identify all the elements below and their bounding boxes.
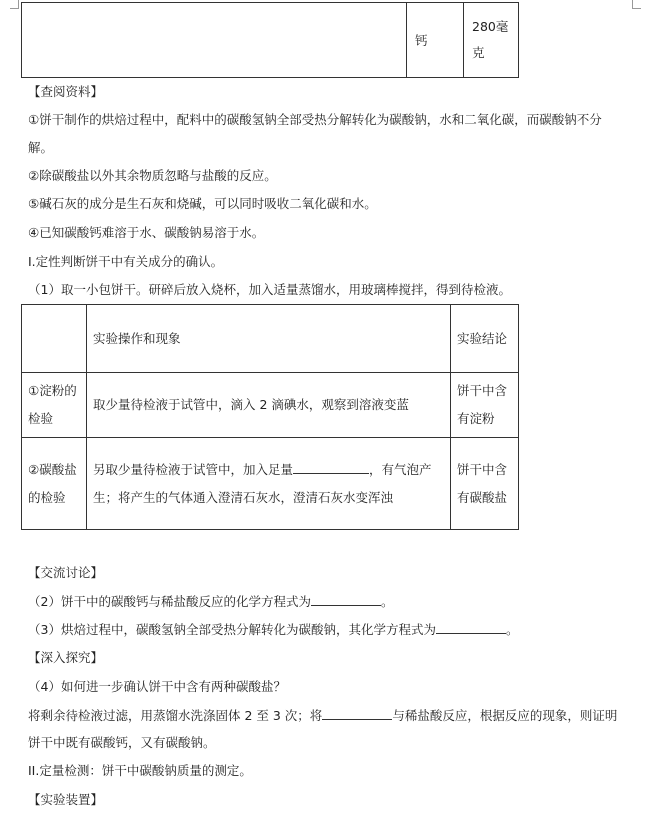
header-cell-empty: [22, 305, 87, 373]
header-cell-operation: 实验操作和现象: [87, 305, 451, 373]
nutrition-value-cell: [464, 3, 519, 78]
table-row: [22, 305, 519, 373]
table-row: [22, 373, 519, 438]
question-3: （3）烘焙过程中，碳酸氢钠全部受热分解转化为碳酸钠，其化学方程式为 。: [28, 619, 518, 640]
answer-blank-q2[interactable]: [311, 591, 381, 606]
part1-title: I.定性判断饼干中有关成分的确认。: [28, 254, 224, 269]
step-1: （1）取一小包饼干。研碎后放入烧杯，加入适量蒸馏水，用玻璃棒搅拌，得到待检液。: [28, 282, 511, 297]
row1-name-cell: [22, 373, 87, 438]
part2-title: II.定量检测：饼干中碳酸钠质量的测定。: [28, 763, 252, 778]
table-row: [22, 438, 519, 530]
explore-title: 【深入探究】: [28, 650, 104, 665]
apparatus-title: 【实验装置】: [28, 792, 104, 807]
row2-conclusion: 饼干中含有碳酸盐: [457, 461, 508, 505]
nutrition-empty-cell: [22, 3, 407, 78]
row2-name-cell: [22, 438, 87, 530]
material-3: ⑤碱石灰的成分是生石灰和烧碱，可以同时吸收二氧化碳和水。: [28, 196, 377, 211]
answer-blank-q3[interactable]: [436, 619, 506, 634]
material-2: ②除碳酸盐以外其余物质忽略与盐酸的反应。: [28, 168, 277, 183]
row1-operation: 取少量待检液于试管中，滴入 2 滴碘水，观察到溶液变蓝: [93, 397, 409, 412]
discussion-title: 【交流讨论】: [28, 565, 104, 580]
row1-conclusion-cell: [451, 373, 519, 438]
corner-mark-right: [632, 0, 641, 9]
nutrition-label-cell: [407, 3, 464, 78]
row2-operation-before: 另取少量待检液于试管中，加入足量: [93, 461, 294, 477]
row1-conclusion: 饼干中含有淀粉: [457, 383, 508, 426]
row2-name: ②碳酸盐的检验: [28, 461, 77, 505]
nutrition-table: [21, 2, 519, 78]
material-4: ④已知碳酸钙难溶于水、碳酸钠易溶于水。: [28, 225, 265, 240]
row2-operation-cell: [87, 438, 451, 530]
experiment-table: [21, 304, 519, 530]
table-row: [22, 3, 519, 78]
materials-title: 【查阅资料】: [28, 84, 104, 99]
row1-operation-cell: [87, 373, 451, 438]
answer-blank-q4[interactable]: [322, 705, 392, 720]
row2-conclusion-cell: [451, 438, 519, 530]
answer-blank-reagent[interactable]: [293, 459, 369, 474]
question-4: （4）如何进一步确认饼干中含有两种碳酸盐？: [28, 679, 286, 694]
nutrition-label: 钙: [415, 33, 428, 48]
nutrition-value: 280毫克: [472, 19, 509, 60]
row1-name: ①淀粉的检验: [28, 383, 77, 426]
material-1: ①饼干制作的烘焙过程中，配料中的碳酸氢钠全部受热分解转化为碳酸钠，水和二氧化碳，而碳酸钠不分解。: [28, 112, 602, 155]
question-2: （2）饼干中的碳酸钙与稀盐酸反应的化学方程式为 。: [28, 591, 393, 612]
row2-operation-after: ，有气泡产生；将产生的气体通入澄清石灰水，澄清石灰水变浑浊: [93, 461, 432, 505]
question-4-line: 将剩余待检液过滤，用蒸馏水洗涤固体 2 至 3 次；将 与稀盐酸反应，根据反应的现象，则证明: [28, 705, 617, 726]
question-4-line-2: 饼干中既有碳酸钙，又有碳酸钠。: [28, 735, 216, 750]
header-cell-conclusion: 实验结论: [451, 305, 519, 373]
corner-mark-left: [10, 0, 19, 9]
